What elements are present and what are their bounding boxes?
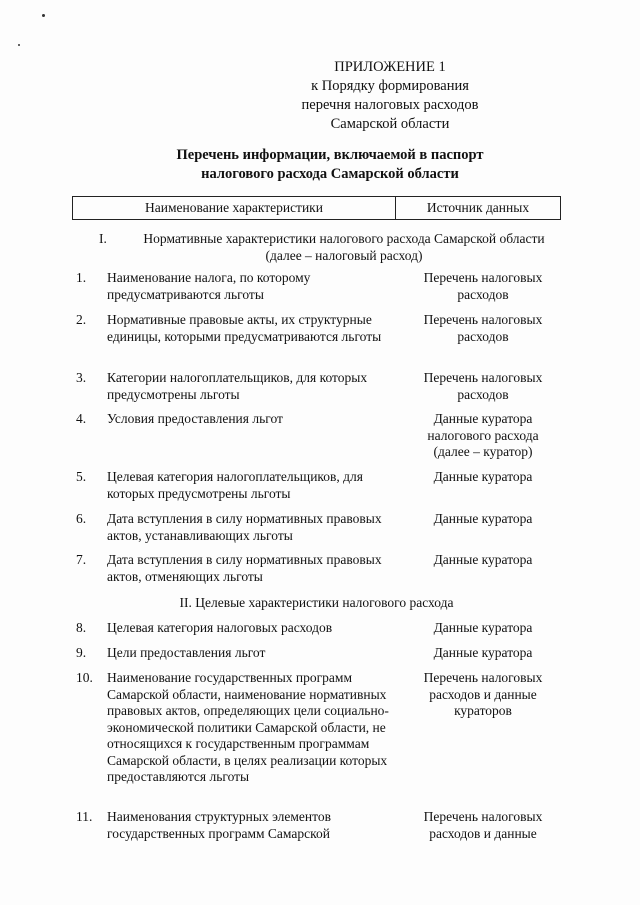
row-characteristic: Нормативные правовые акты, их структурные единицы, которыми предусматриваются льготы xyxy=(107,312,382,344)
column-header-characteristic: Наименование характеристики xyxy=(73,197,396,219)
section-number: I. xyxy=(99,231,107,246)
appendix-header xyxy=(240,58,540,134)
row-source: Данные куратора xyxy=(433,552,533,567)
row-source: Перечень налоговых расходов xyxy=(423,270,543,302)
section-heading xyxy=(72,230,561,264)
row-characteristic: Условия предоставления льгот xyxy=(107,411,283,426)
row-number: 1. xyxy=(76,270,87,285)
row-characteristic: Наименование налога, по которому предусматриваются льготы xyxy=(107,270,311,302)
table-header xyxy=(72,196,561,220)
section-title-line: Нормативные характеристики налогового расхода Самарской области xyxy=(143,231,545,246)
row-characteristic: Цели предоставления льгот xyxy=(107,645,266,660)
document-title xyxy=(120,146,540,184)
row-characteristic: Целевая категория налогоплательщиков, для которых предусмотрены льготы xyxy=(107,469,363,501)
row-characteristic: Целевая категория налоговых расходов xyxy=(107,620,333,635)
row-characteristic: Наименование государственных программ Самарской области, наименование нормативных правовых актов, определяющих цели социально-экономической политики Самарской области, не относящихся к государственным программам Самарской области, в целях реализации которых предоставляются льготы xyxy=(107,670,389,784)
scan-speck xyxy=(42,14,45,17)
row-number: 10. xyxy=(76,670,93,685)
row-number: 6. xyxy=(76,511,87,526)
row-source: Перечень налоговых расходов xyxy=(423,312,543,344)
appendix-line: Самарской области xyxy=(330,116,450,132)
row-source: Данные куратора xyxy=(433,645,533,660)
document-title-line: налогового расхода Самарской области xyxy=(201,166,459,182)
row-number: 9. xyxy=(76,645,87,660)
scan-speck xyxy=(18,44,20,46)
column-header-source: Источник данных xyxy=(426,200,530,215)
appendix-line: к Порядку формирования xyxy=(311,78,469,94)
row-number: 3. xyxy=(76,370,87,385)
row-number: 7. xyxy=(76,552,87,567)
row-number: 5. xyxy=(76,469,87,484)
row-source: Данные куратора xyxy=(433,511,533,526)
document-title-line: Перечень информации, включаемой в паспорт xyxy=(176,147,484,163)
row-source: Перечень налоговых расходов xyxy=(423,370,543,402)
row-number: 2. xyxy=(76,312,87,327)
row-characteristic: Наименования структурных элементов государственных программ Самарской xyxy=(107,809,331,841)
row-characteristic: Категории налогоплательщиков, для которых предусмотрены льготы xyxy=(107,370,368,402)
section-heading: II. Целевые характеристики налогового расхода xyxy=(179,595,454,610)
row-source: Данные куратора xyxy=(433,469,533,484)
appendix-line: перечня налоговых расходов xyxy=(301,97,479,113)
row-source: Данные куратора xyxy=(433,620,533,635)
row-characteristic: Дата вступления в силу нормативных правовых актов, устанавливающих льготы xyxy=(107,511,382,543)
row-number: 8. xyxy=(76,620,87,635)
row-source: Перечень налоговых расходов и данные кураторов xyxy=(423,670,543,718)
row-characteristic: Дата вступления в силу нормативных правовых актов, отменяющих льготы xyxy=(107,552,382,584)
row-number: 11. xyxy=(76,809,93,824)
row-number: 4. xyxy=(76,411,87,426)
appendix-title: ПРИЛОЖЕНИЕ 1 xyxy=(334,59,446,75)
section-title-line: (далее – налоговый расход) xyxy=(265,248,423,263)
row-source: Перечень налоговых расходов и данные xyxy=(423,809,543,841)
row-source: Данные куратора налогового расхода (далее – куратор) xyxy=(427,411,539,459)
